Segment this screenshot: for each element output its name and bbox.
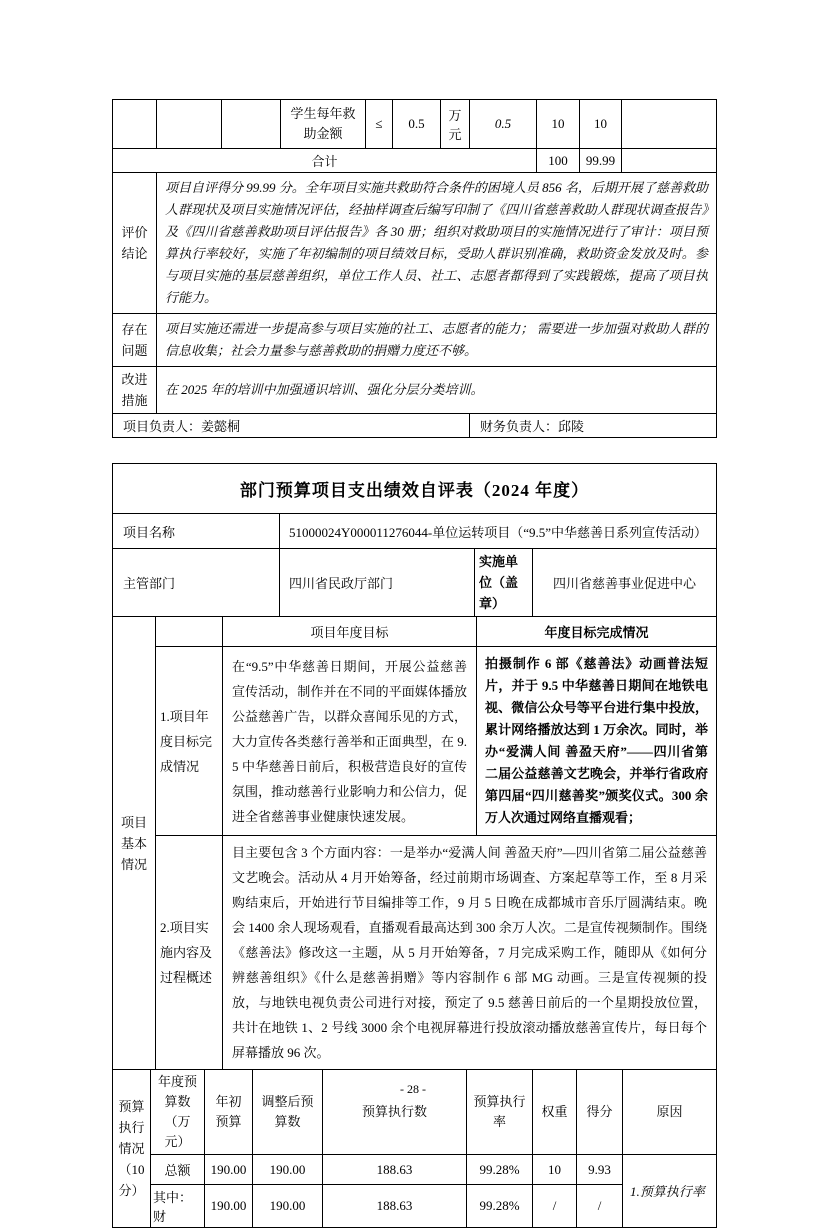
evaluation-table-top bbox=[112, 99, 717, 438]
empty-cell bbox=[222, 100, 281, 149]
improvements-label: 改进措施 bbox=[113, 367, 157, 414]
budget-rate-value: 99.28% bbox=[467, 1155, 533, 1185]
total-label: 合计 bbox=[113, 149, 537, 173]
project-name-value: 51000024Y000011276044-单位运转项目（“9.5”中华慈善日系列宣传活动） bbox=[280, 514, 717, 549]
goal-row bbox=[113, 647, 717, 836]
empty-cell bbox=[622, 149, 717, 173]
budget-row-label: 总额 bbox=[151, 1155, 205, 1185]
empty-cell bbox=[113, 100, 157, 149]
indicator-unit: 万元 bbox=[441, 100, 470, 149]
budget-col-reason: 原因 bbox=[623, 1070, 717, 1155]
implementing-unit-value: 四川省慈善事业促进中心 bbox=[533, 549, 717, 617]
project-lead: 项目负责人：姜懿桐 bbox=[113, 414, 470, 438]
goal-completion-text: 拍摄制作 6 部《慈善法》动画普法短片，并于 9.5 中华慈善日期间在地铁电视、微信公众号等平台进行集中投放，累计网络播放达到 1 万余次。同时，举办“爱满人间 善盈天府”——四川省第二届公益慈善文艺晚会，并举行省政府第四届“四川慈善奖”颁奖仪式。300 余万人次通过网络直播观看； bbox=[477, 647, 717, 836]
goal-header-row bbox=[113, 617, 717, 647]
budget-initial-value: 190.00 bbox=[205, 1155, 253, 1185]
budget-weight-value: / bbox=[533, 1185, 577, 1228]
problems-label: 存在问题 bbox=[113, 314, 157, 367]
basic-info-label: 项目基本情况 bbox=[113, 617, 156, 1070]
budget-executed-value: 188.63 bbox=[323, 1185, 467, 1228]
process-row bbox=[113, 836, 717, 1070]
conclusion-label: 评价结论 bbox=[113, 173, 157, 314]
conclusion-row bbox=[113, 173, 717, 314]
indicator-actual-value: 0.5 bbox=[470, 100, 537, 149]
total-score: 99.99 bbox=[580, 149, 622, 173]
indicator-score: 10 bbox=[580, 100, 622, 149]
conclusion-text: 项目自评得分 99.99 分。全年项目实施共救助符合条件的困境人员 856 名，后期开展了慈善救助人群现状及项目实施情况评估，经抽样调查后编写印制了《四川省慈善救助人群现状调查报告》及《四川省慈善救助项目评估报告》各 30 册；组织对救助项目的实施情况进行了审计：项目预算执行率较好，实施了年初编制的项目绩效目标，受助人群识别准确，救助资金发放及时。参与项目实施的基层慈善组织，单位工作人员、社工、志愿者都得到了实践锻炼，提高了项目执行能力。 bbox=[157, 173, 717, 314]
form-title: 部门预算项目支出绩效自评表（2024 年度） bbox=[113, 464, 717, 514]
budget-col-score: 得分 bbox=[577, 1070, 623, 1155]
process-row-label: 2.项目实施内容及过程概述 bbox=[156, 836, 223, 1070]
indicator-operator: ≤ bbox=[366, 100, 393, 149]
total-row bbox=[113, 149, 717, 173]
annual-goal-header: 项目年度目标 bbox=[223, 617, 477, 647]
budget-adjusted-value: 190.00 bbox=[253, 1185, 323, 1228]
budget-col-initial: 年初预算 bbox=[205, 1070, 253, 1155]
project-name-row bbox=[112, 513, 717, 549]
budget-total-row bbox=[113, 1155, 717, 1185]
budget-reason-value: 1.预算执行率 bbox=[623, 1155, 717, 1228]
implementing-unit-label: 实施单位（盖章） bbox=[475, 549, 533, 617]
indicator-target-value: 0.5 bbox=[393, 100, 441, 149]
process-text: 目主要包含 3 个方面内容：一是举办“爱满人间 善盈天府”—四川省第二届公益慈善文艺晚会。活动从 4 月开始筹备，经过前期市场调查、方案起草等工作，至 8 月采购结束后，开始进行节目编排等工作，9 月 5 日晚在成都城市音乐厅圆满结束。晚会 1400 余人现场观看，直播观看最高达到 300 余万人次。二是宣传视频制作。围绕《慈善法》修改这一主题，从 5 月开始筹备，7 月完成采购工作，随即从《如何分辨慈善组织》《什么是慈善捐赠》等内容制作 6 部 MG 动画。三是宣传视频的投放，与地铁电视负责公司进行对接，预定了 9.5 慈善日前后的一个星期投放位置，共计在地铁 1、2 号线 3000 余个电视屏幕进行投放滚动播放慈善宣传片，每日每个屏幕播放 96 次。 bbox=[223, 836, 717, 1070]
budget-rate-value: 99.28% bbox=[467, 1185, 533, 1228]
improvements-text: 在 2025 年的培训中加强通识培训、强化分层分类培训。 bbox=[157, 367, 717, 414]
indicator-name: 学生每年救助金额 bbox=[281, 100, 366, 149]
department-label: 主管部门 bbox=[113, 549, 280, 617]
leads-row bbox=[113, 414, 717, 438]
goal-row-label: 1.项目年度目标完成情况 bbox=[156, 647, 223, 836]
department-value: 四川省民政厅部门 bbox=[280, 549, 475, 617]
budget-initial-value: 190.00 bbox=[205, 1185, 253, 1228]
title-row bbox=[113, 464, 717, 514]
table-row bbox=[113, 100, 717, 149]
budget-score-value: 9.93 bbox=[577, 1155, 623, 1185]
problems-text: 项目实施还需进一步提高参与项目实施的社工、志愿者的能力； 需要进一步加强对救助人群的信息收集；社会力量参与慈善救助的捐赠力度还不够。 bbox=[157, 314, 717, 367]
budget-section-label: 预算执行情况（10 分） bbox=[113, 1070, 151, 1228]
basic-info-section bbox=[112, 616, 717, 1070]
problems-row bbox=[113, 314, 717, 367]
total-weight: 100 bbox=[537, 149, 580, 173]
table-row bbox=[113, 549, 717, 617]
budget-col-annual: 年度预算数（万元） bbox=[151, 1070, 205, 1155]
budget-col-weight: 权重 bbox=[533, 1070, 577, 1155]
budget-col-executed: 预算执行数 bbox=[323, 1070, 467, 1155]
budget-executed-value: 188.63 bbox=[323, 1155, 467, 1185]
page-number: - 28 - bbox=[400, 1082, 426, 1096]
budget-col-rate: 预算执行率 bbox=[467, 1070, 533, 1155]
selfeval-table-title bbox=[112, 463, 717, 514]
project-name-label: 项目名称 bbox=[113, 514, 280, 549]
annual-goal-text: 在“9.5”中华慈善日期间，开展公益慈善宣传活动，制作并在不同的平面媒体播放公益慈善广告，以群众喜闻乐见的方式，大力宣传各类慈行善举和正面典型，在 9.5 中华慈善日前后，积极营造良好的宣传氛围，推动慈善行业影响力和公信力，促进全省慈善事业健康快速发展。 bbox=[223, 647, 477, 836]
table-row bbox=[113, 514, 717, 549]
empty-cell bbox=[622, 100, 717, 149]
finance-lead: 财务负责人：邱陵 bbox=[470, 414, 717, 438]
indicator-weight: 10 bbox=[537, 100, 580, 149]
improvements-row bbox=[113, 367, 717, 414]
budget-weight-value: 10 bbox=[533, 1155, 577, 1185]
empty-cell bbox=[156, 617, 223, 647]
budget-adjusted-value: 190.00 bbox=[253, 1155, 323, 1185]
budget-row-label: 其中：财 bbox=[151, 1185, 205, 1228]
budget-score-value: / bbox=[577, 1185, 623, 1228]
department-row bbox=[112, 548, 717, 617]
goal-completion-header: 年度目标完成情况 bbox=[477, 617, 717, 647]
budget-col-adjusted: 调整后预算数 bbox=[253, 1070, 323, 1155]
empty-cell bbox=[157, 100, 222, 149]
